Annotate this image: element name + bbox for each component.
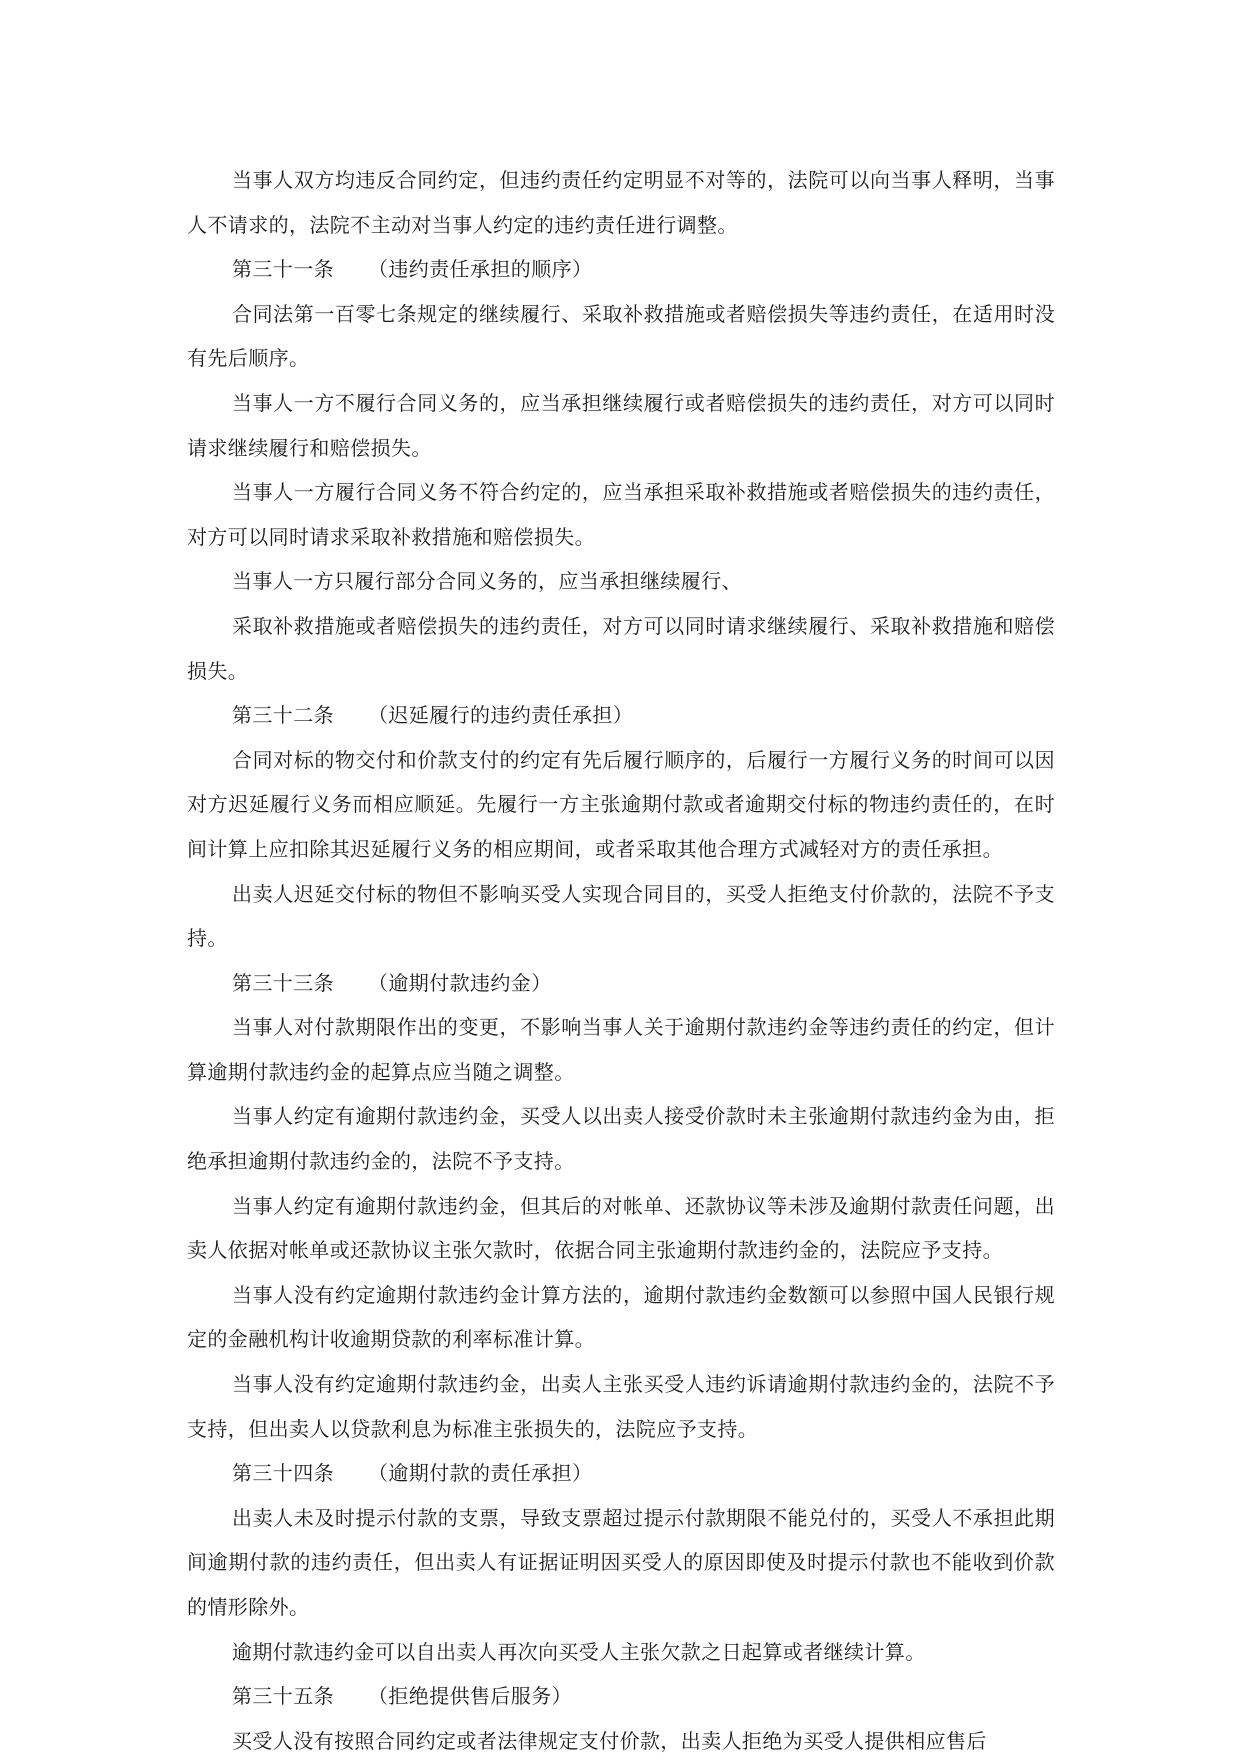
paragraph: 当事人双方均违反合同约定，但违约责任约定明显不对等的，法院可以向当事人释明，当事人不请求的，法院不主动对当事人约定的违约责任进行调整。 xyxy=(187,168,1055,237)
paragraph: 采取补救措施或者赔偿损失的违约责任，对方可以同时请求继续履行、采取补救措施和赔偿损失。 xyxy=(187,613,1055,683)
article-title: （违约责任承担的顺序） xyxy=(368,257,593,282)
article-title: （迟延履行的违约责任承担） xyxy=(368,703,634,728)
paragraph: 合同对标的物交付和价款支付的约定有先后履行顺序的，后履行一方履行义务的时间可以因对方迟延履行义务而相应顺延。先履行一方主张逾期付款或者逾期交付标的物违约责任的，在时间计算上应扣除其迟延履行义务的相应期间，或者采取其他合理方式减轻对方的责任承担。 xyxy=(187,747,1055,861)
article-title: （拒绝提供售后服务） xyxy=(368,1684,572,1709)
paragraph: 买受人没有按照合同约定或者法律规定支付价款，出卖人拒绝为买受人提供相应售后 xyxy=(232,1728,987,1753)
article-number: 第三十一条 xyxy=(232,257,334,282)
paragraph: 出卖人未及时提示付款的支票，导致支票超过提示付款期限不能兑付的，买受人不承担此期间逾期付款的违约责任，但出卖人有证据证明因买受人的原因即使及时提示付款也不能收到价款的情形除外。 xyxy=(187,1505,1055,1619)
article-heading xyxy=(187,961,1055,1006)
paragraph: 出卖人迟延交付标的物但不影响买受人实现合同目的，买受人拒绝支付价款的，法院不予支持。 xyxy=(187,881,1055,951)
article-heading xyxy=(187,247,1055,292)
paragraph: 逾期付款违约金可以自出卖人再次向买受人主张欠款之日起算或者继续计算。 xyxy=(232,1639,926,1664)
paragraph: 当事人对付款期限作出的变更，不影响当事人关于逾期付款违约金等违约责任的约定，但计算逾期付款违约金的起算点应当随之调整。 xyxy=(187,1015,1055,1084)
article-number: 第三十五条 xyxy=(232,1684,334,1709)
paragraph: 当事人一方不履行合同义务的，应当承担继续履行或者赔偿损失的违约责任，对方可以同时请求继续履行和赔偿损失。 xyxy=(187,390,1055,460)
article-title: （逾期付款违约金） xyxy=(368,970,552,995)
article-number: 第三十二条 xyxy=(232,703,334,728)
paragraph: 当事人约定有逾期付款违约金，但其后的对帐单、还款协议等未涉及逾期付款责任问题，出卖人依据对帐单或还款协议主张欠款时，依据合同主张逾期付款违约金的，法院应予支持。 xyxy=(187,1193,1055,1263)
paragraph: 当事人一方只履行部分合同义务的，应当承担继续履行、 xyxy=(232,569,742,594)
paragraph: 当事人没有约定逾期付款违约金计算方法的，逾期付款违约金数额可以参照中国人民银行规定的金融机构计收逾期贷款的利率标准计算。 xyxy=(187,1282,1055,1352)
article-heading xyxy=(187,1674,1055,1719)
paragraph: 当事人一方履行合同义务不符合约定的，应当承担采取补救措施或者赔偿损失的违约责任，对方可以同时请求采取补救措施和赔偿损失。 xyxy=(187,480,1055,549)
paragraph: 当事人约定有逾期付款违约金，买受人以出卖人接受价款时未主张逾期付款违约金为由，拒绝承担逾期付款违约金的，法院不予支持。 xyxy=(187,1104,1055,1174)
article-title: （逾期付款的责任承担） xyxy=(368,1461,593,1486)
paragraph: 当事人没有约定逾期付款违约金，出卖人主张买受人违约诉请逾期付款违约金的，法院不予支持，但出卖人以贷款利息为标准主张损失的，法院应予支持。 xyxy=(187,1372,1055,1441)
article-number: 第三十三条 xyxy=(232,970,334,995)
article-heading xyxy=(187,693,1055,738)
article-number: 第三十四条 xyxy=(232,1461,334,1486)
paragraph: 合同法第一百零七条规定的继续履行、采取补救措施或者赔偿损失等违约责任，在适用时没有先后顺序。 xyxy=(187,301,1055,371)
document-body xyxy=(187,158,1055,1763)
article-heading xyxy=(187,1451,1055,1496)
